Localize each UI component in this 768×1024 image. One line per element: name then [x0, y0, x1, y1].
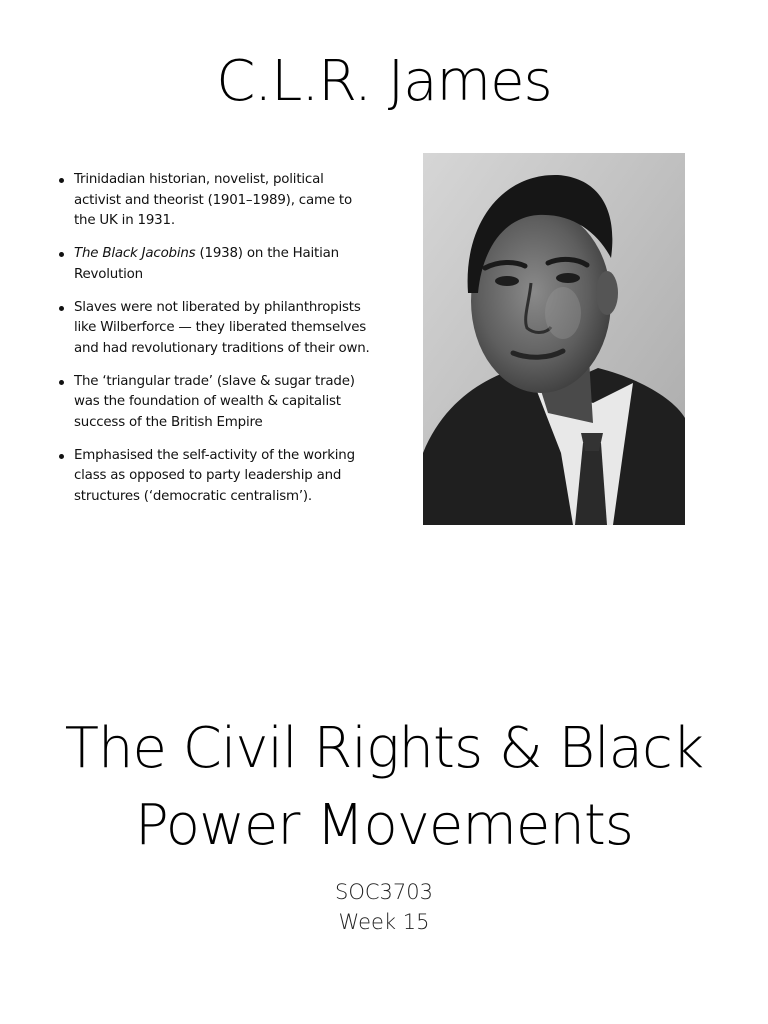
bullet-text: Trinidadian historian, novelist, political activist and theorist (1901–1989), came to the UK in 1931. — [74, 172, 352, 228]
deck-title — [0, 710, 768, 864]
course-code: SOC3703 — [335, 880, 433, 904]
slide-title: C.L.R. James — [216, 49, 552, 114]
bullet-item — [56, 446, 374, 508]
bullet-list — [56, 170, 374, 520]
bullet-item — [56, 170, 374, 232]
bullet-text: Emphasised the self-activity of the working class as opposed to party leadership and structures (‘democratic centralism’). — [74, 447, 355, 504]
bullet-item — [56, 372, 374, 434]
portrait-illustration — [423, 153, 685, 525]
deck-title-line: Power Movements — [135, 793, 633, 858]
book-title: The Black Jacobins — [74, 246, 196, 261]
bullet-item — [56, 298, 374, 360]
deck-title-line: The Civil Rights & Black — [64, 716, 704, 781]
slide-title-page — [0, 640, 768, 1024]
portrait-photo — [423, 153, 685, 525]
week-label: Week 15 — [338, 910, 430, 934]
ear — [596, 271, 618, 315]
bullet-text: Slaves were not liberated by philanthropists like Wilberforce — they liberated themselves and had revolutionary traditions of their own. — [74, 299, 370, 356]
bullet-item — [56, 244, 374, 285]
bullet-text: The ‘triangular trade’ (slave & sugar trade) was the foundation of wealth & capitalist success of the British Empire — [74, 373, 355, 430]
course-info — [0, 877, 768, 937]
bullet-text: (1938) on the Haitian Revolution — [74, 246, 339, 282]
eye-right — [556, 273, 580, 283]
eye-left — [495, 276, 519, 286]
cheek-highlight — [545, 287, 581, 339]
